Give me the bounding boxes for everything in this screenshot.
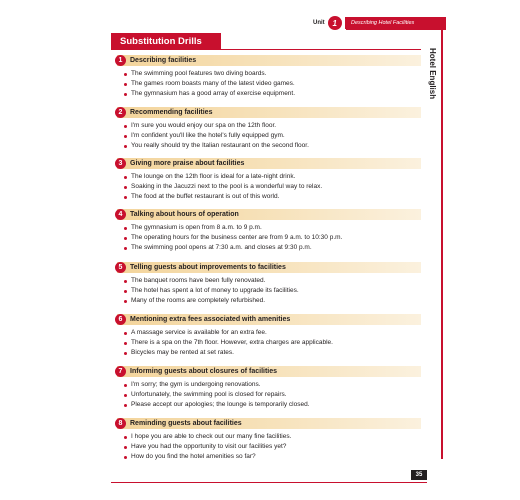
- bullet-dot-icon: [124, 352, 127, 355]
- section-number-badge: 3: [115, 158, 126, 169]
- section-header: [117, 262, 421, 273]
- bullet-list: [117, 172, 421, 202]
- bullet-text: Unfortunately, the swimming pool is closed for repairs.: [131, 391, 287, 398]
- bullet-dot-icon: [124, 196, 127, 199]
- bullet-item: [131, 400, 421, 410]
- section-number-badge: 2: [115, 107, 126, 118]
- bullet-text: The gymnasium has a good array of exercise equipment.: [131, 90, 296, 97]
- unit-label: Unit: [313, 20, 325, 26]
- drill-section: [117, 55, 421, 99]
- section-number-badge: 8: [115, 418, 126, 429]
- bullet-list: [117, 276, 421, 306]
- bullet-list: [117, 432, 421, 462]
- drill-section: [117, 262, 421, 306]
- bullet-dot-icon: [124, 342, 127, 345]
- bullet-dot-icon: [124, 394, 127, 397]
- bullet-text: I'm confident you'll like the hotel's fully equipped gym.: [131, 132, 285, 139]
- section-number-badge: 7: [115, 366, 126, 377]
- bullet-dot-icon: [124, 456, 127, 459]
- page-number: 35: [411, 470, 427, 480]
- bullet-text: How do you find the hotel amenities so far?: [131, 453, 256, 460]
- section-number-badge: 1: [115, 55, 126, 66]
- drill-section: [117, 418, 421, 462]
- bullet-text: The operating hours for the business center are from 9 a.m. to 10:30 p.m.: [131, 234, 343, 241]
- bullet-item: [131, 141, 421, 151]
- bullet-list: [117, 69, 421, 99]
- section-header: [117, 55, 421, 66]
- bullet-text: Many of the rooms are completely refurbished.: [131, 297, 266, 304]
- bullet-item: [131, 442, 421, 452]
- bullet-dot-icon: [124, 247, 127, 250]
- bullet-text: The food at the buffet restaurant is out of this world.: [131, 193, 280, 200]
- section-number-badge: 6: [115, 314, 126, 325]
- bottom-rule: [111, 482, 427, 483]
- unit-number-badge: 1: [328, 16, 342, 30]
- drill-section: [117, 158, 421, 202]
- section-number-badge: 5: [115, 262, 126, 273]
- section-title: Recommending facilities: [130, 109, 213, 116]
- bullet-text: Soaking in the Jacuzzi next to the pool is a wonderful way to relax.: [131, 183, 323, 190]
- section-number-badge: 4: [115, 209, 126, 220]
- bullet-text: The gymnasium is open from 8 a.m. to 9 p.m.: [131, 224, 262, 231]
- section-header: [117, 418, 421, 429]
- section-header: [117, 158, 421, 169]
- unit-header: [313, 16, 342, 30]
- bullet-text: I hope you are able to check out our many fine facilities.: [131, 433, 292, 440]
- bullet-item: [131, 243, 421, 253]
- bullet-dot-icon: [124, 227, 127, 230]
- bullet-text: The swimming pool opens at 7:30 a.m. and closes at 9:30 p.m.: [131, 244, 312, 251]
- side-tab-label: Hotel English: [428, 48, 437, 100]
- side-tab: [426, 48, 440, 118]
- section-title: Talking about hours of operation: [130, 211, 239, 218]
- bullet-dot-icon: [124, 332, 127, 335]
- bullet-text: There is a spa on the 7th floor. However, extra charges are applicable.: [131, 339, 333, 346]
- bullet-text: You really should try the Italian restaurant on the second floor.: [131, 142, 309, 149]
- bullet-item: [131, 348, 421, 358]
- section-header: [117, 209, 421, 220]
- bullet-dot-icon: [124, 436, 127, 439]
- bullet-dot-icon: [124, 73, 127, 76]
- bullet-dot-icon: [124, 280, 127, 283]
- bullet-text: A massage service is available for an extra fee.: [131, 329, 267, 336]
- bullet-item: [131, 131, 421, 141]
- bullet-dot-icon: [124, 384, 127, 387]
- bullet-text: Bicycles may be rented at set rates.: [131, 349, 234, 356]
- unit-title: Describing Hotel Facilities: [345, 17, 446, 29]
- bullet-item: [131, 69, 421, 79]
- bullet-item: [131, 286, 421, 296]
- bullet-text: The swimming pool features two diving boards.: [131, 70, 267, 77]
- bullet-dot-icon: [124, 300, 127, 303]
- title-rule: [111, 49, 421, 50]
- bullet-text: I'm sure you would enjoy our spa on the 12th floor.: [131, 122, 277, 129]
- page-title: Substitution Drills: [111, 33, 221, 49]
- bullet-text: I'm sorry; the gym is undergoing renovations.: [131, 381, 261, 388]
- bullet-dot-icon: [124, 83, 127, 86]
- bullet-text: The banquet rooms have been fully renovated.: [131, 277, 266, 284]
- bullet-dot-icon: [124, 186, 127, 189]
- bullet-text: The games room boasts many of the latest video games.: [131, 80, 295, 87]
- section-header: [117, 107, 421, 118]
- bullet-item: [131, 452, 421, 462]
- bullet-item: [131, 328, 421, 338]
- bullet-item: [131, 89, 421, 99]
- bullet-dot-icon: [124, 446, 127, 449]
- bullet-text: Please accept our apologies; the lounge is temporarily closed.: [131, 401, 310, 408]
- section-header: [117, 366, 421, 377]
- bullet-item: [131, 172, 421, 182]
- bullet-item: [131, 233, 421, 243]
- section-title: Reminding guests about facilities: [130, 420, 242, 427]
- section-title: Mentioning extra fees associated with amenities: [130, 316, 291, 323]
- bullet-list: [117, 380, 421, 410]
- bullet-dot-icon: [124, 404, 127, 407]
- section-title: Telling guests about improvements to facilities: [130, 264, 286, 271]
- bullet-text: Have you had the opportunity to visit our facilities yet?: [131, 443, 287, 450]
- drill-section: [117, 366, 421, 410]
- bullet-item: [131, 182, 421, 192]
- drill-section: [117, 314, 421, 358]
- header-rule: [346, 29, 446, 30]
- bullet-dot-icon: [124, 145, 127, 148]
- bullet-item: [131, 192, 421, 202]
- bullet-item: [131, 276, 421, 286]
- bullet-item: [131, 432, 421, 442]
- bullet-item: [131, 390, 421, 400]
- bullet-item: [131, 380, 421, 390]
- bullet-list: [117, 121, 421, 151]
- drill-section: [117, 209, 421, 253]
- bullet-dot-icon: [124, 135, 127, 138]
- bullet-item: [131, 338, 421, 348]
- bullet-dot-icon: [124, 176, 127, 179]
- section-header: [117, 314, 421, 325]
- bullet-dot-icon: [124, 93, 127, 96]
- bullet-dot-icon: [124, 125, 127, 128]
- bullet-list: [117, 328, 421, 358]
- section-title: Informing guests about closures of facilities: [130, 368, 278, 375]
- bullet-text: The lounge on the 12th floor is ideal for a late-night drink.: [131, 173, 296, 180]
- section-title: Describing facilities: [130, 57, 197, 64]
- bullet-item: [131, 296, 421, 306]
- bullet-dot-icon: [124, 290, 127, 293]
- drill-section: [117, 107, 421, 151]
- bullet-item: [131, 223, 421, 233]
- bullet-list: [117, 223, 421, 253]
- bullet-item: [131, 121, 421, 131]
- bullet-text: The hotel has spent a lot of money to upgrade its facilities.: [131, 287, 299, 294]
- bullet-item: [131, 79, 421, 89]
- side-rule: [441, 29, 443, 459]
- bullet-dot-icon: [124, 237, 127, 240]
- section-title: Giving more praise about facilities: [130, 160, 245, 167]
